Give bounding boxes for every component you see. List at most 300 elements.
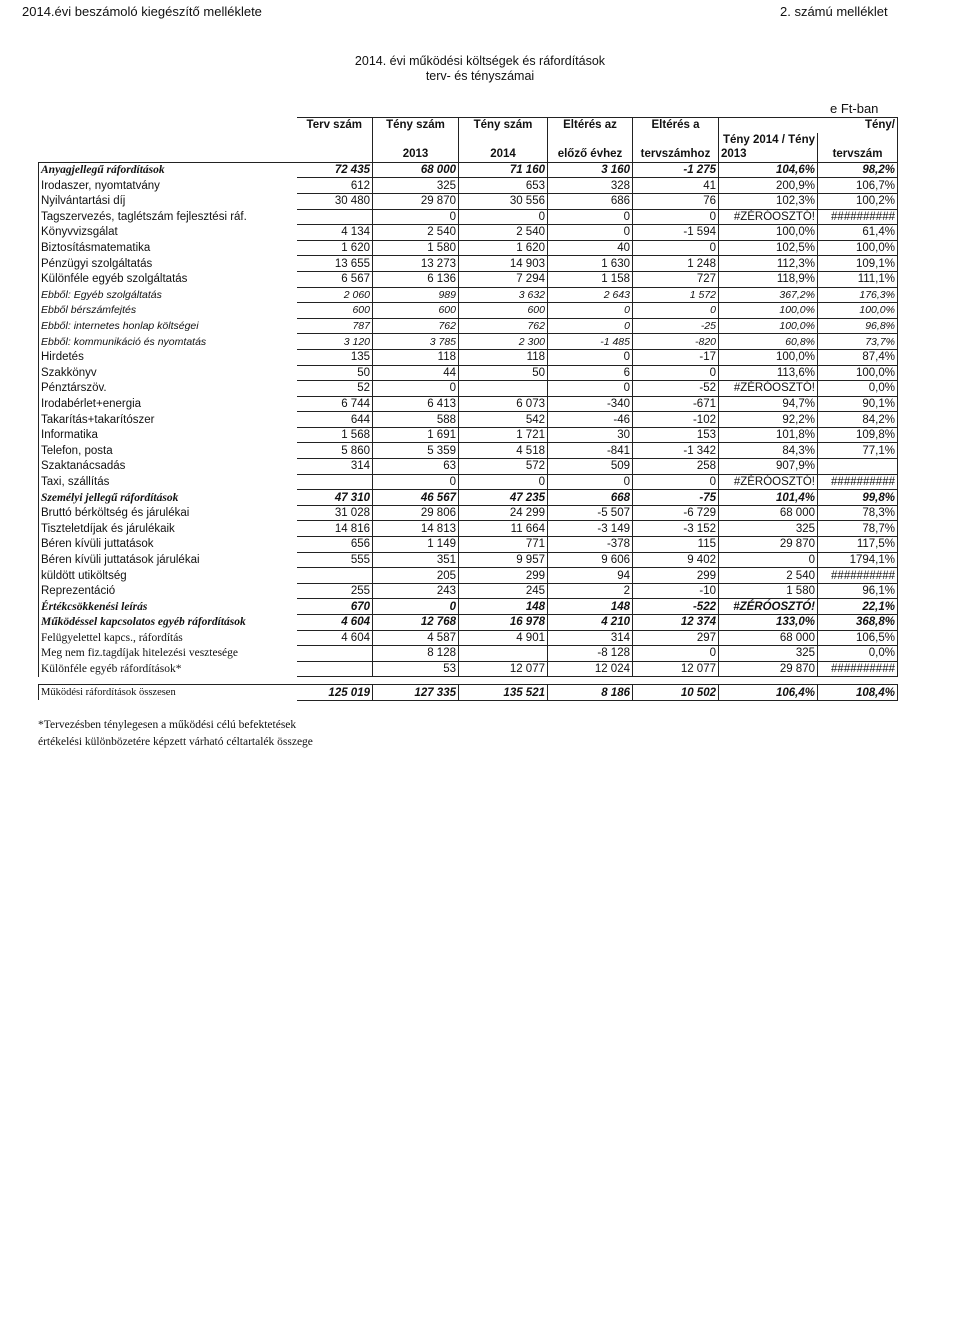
row-value: 30 — [548, 427, 633, 443]
row-value: 0 — [548, 225, 633, 241]
row-value: 100,0% — [818, 240, 898, 256]
row-value: 99,8% — [818, 490, 898, 506]
row-value — [818, 459, 898, 475]
row-value: -8 128 — [548, 646, 633, 662]
row-value: 87,4% — [818, 349, 898, 365]
row-value: 2 540 — [719, 568, 818, 584]
row-value: 1 158 — [548, 271, 633, 287]
row-value: -17 — [633, 349, 719, 365]
table-row — [39, 568, 898, 584]
row-value: -102 — [633, 412, 719, 428]
row-value: 1 580 — [719, 583, 818, 599]
row-value: 102,5% — [719, 240, 818, 256]
row-value: -1 485 — [548, 334, 633, 350]
row-value: 314 — [297, 459, 373, 475]
row-value: 112,3% — [719, 256, 818, 272]
total-value: 135 521 — [459, 685, 548, 701]
row-value: 6 413 — [373, 396, 459, 412]
row-value: 71 160 — [459, 162, 548, 178]
row-value: 243 — [373, 583, 459, 599]
row-value: 656 — [297, 537, 373, 553]
table-row — [39, 303, 898, 319]
row-label: Ebből: kommunikáció és nyomtatás — [39, 334, 297, 350]
row-value — [297, 661, 373, 677]
row-value: 245 — [459, 583, 548, 599]
row-value: 0 — [548, 209, 633, 225]
row-value: 72 435 — [297, 162, 373, 178]
row-value: ########## — [818, 568, 898, 584]
row-value: 50 — [459, 365, 548, 381]
row-value: -671 — [633, 396, 719, 412]
row-value: -10 — [633, 583, 719, 599]
row-value — [297, 474, 373, 490]
row-value: 4 518 — [459, 443, 548, 459]
row-label: Tiszteletdíjak és járulékaik — [39, 521, 297, 537]
row-label: Béren kívüli juttatások járulékai — [39, 552, 297, 568]
row-value: 68 000 — [719, 630, 818, 646]
row-value: 12 768 — [373, 615, 459, 631]
row-value: 3 160 — [548, 162, 633, 178]
row-value: 30 480 — [297, 193, 373, 209]
row-label: Különféle egyéb ráfordítások* — [39, 661, 297, 677]
row-label: Értékcsökkenési leírás — [39, 599, 297, 615]
row-value: 9 957 — [459, 552, 548, 568]
table-row — [39, 365, 898, 381]
row-value: 96,1% — [818, 583, 898, 599]
row-value: -340 — [548, 396, 633, 412]
row-value: 6 — [548, 365, 633, 381]
table-row — [39, 396, 898, 412]
table-row — [39, 287, 898, 303]
row-value: 542 — [459, 412, 548, 428]
spacer-cell — [39, 677, 898, 685]
row-label: Irodabérlet+energia — [39, 396, 297, 412]
row-value: 4 587 — [373, 630, 459, 646]
column-header — [39, 118, 297, 133]
column-header: Tény szám — [373, 118, 459, 133]
table-header-row — [39, 133, 898, 148]
row-value: ########## — [818, 661, 898, 677]
row-value: 2 540 — [459, 225, 548, 241]
row-value: 98,2% — [818, 162, 898, 178]
column-header — [39, 133, 297, 148]
row-value: 6 073 — [459, 396, 548, 412]
column-header — [719, 118, 818, 133]
row-value: 12 024 — [548, 661, 633, 677]
row-label: Tagszervezés, taglétszám fejlesztési ráf. — [39, 209, 297, 225]
row-value: 4 210 — [548, 615, 633, 631]
column-header — [459, 133, 548, 148]
row-value: 176,3% — [818, 287, 898, 303]
row-label: küldött utiköltség — [39, 568, 297, 584]
row-value: 6 567 — [297, 271, 373, 287]
table-header-row — [39, 147, 898, 162]
table-row — [39, 490, 898, 506]
row-label: Működéssel kapcsolatos egyéb ráfordítások — [39, 615, 297, 631]
row-value: #ZÉRÓOSZTÓ! — [719, 381, 818, 397]
row-value: #ZÉRÓOSZTÓ! — [719, 474, 818, 490]
row-value: 297 — [633, 630, 719, 646]
row-value: 762 — [373, 318, 459, 334]
column-header: 2013 — [719, 147, 818, 162]
row-value: 14 816 — [297, 521, 373, 537]
footnote-line-1: *Tervezésben ténylegesen a működési célú befektetések — [38, 719, 297, 731]
row-value: 1 580 — [373, 240, 459, 256]
row-value: 22,1% — [818, 599, 898, 615]
row-value: 0 — [548, 474, 633, 490]
row-value: 102,3% — [719, 193, 818, 209]
row-value: -378 — [548, 537, 633, 553]
row-value: 787 — [297, 318, 373, 334]
row-value: 325 — [373, 178, 459, 194]
row-value: 46 567 — [373, 490, 459, 506]
row-value: 5 860 — [297, 443, 373, 459]
column-header — [297, 147, 373, 162]
row-value: 588 — [373, 412, 459, 428]
row-value: 1794,1% — [818, 552, 898, 568]
row-value: 148 — [548, 599, 633, 615]
row-value: 41 — [633, 178, 719, 194]
table-row — [39, 646, 898, 662]
row-value: 78,3% — [818, 505, 898, 521]
row-value: 135 — [297, 349, 373, 365]
row-label: Szaktanácsadás — [39, 459, 297, 475]
row-value — [297, 209, 373, 225]
row-value: 1 248 — [633, 256, 719, 272]
column-header — [818, 133, 898, 148]
row-value: 12 077 — [633, 661, 719, 677]
unit-label: e Ft-ban — [830, 101, 879, 116]
row-label: Irodaszer, nyomtatvány — [39, 178, 297, 194]
row-value: 96,8% — [818, 318, 898, 334]
row-value: -1 342 — [633, 443, 719, 459]
row-value: 118 — [373, 349, 459, 365]
table-header-row — [39, 118, 898, 133]
table-row — [39, 427, 898, 443]
row-value: 670 — [297, 599, 373, 615]
row-value: 0 — [373, 381, 459, 397]
column-header — [633, 133, 719, 148]
row-value: 1 572 — [633, 287, 719, 303]
row-value: 101,8% — [719, 427, 818, 443]
table-row — [39, 459, 898, 475]
row-value: 100,0% — [719, 225, 818, 241]
row-label: Telefon, posta — [39, 443, 297, 459]
row-value: 109,8% — [818, 427, 898, 443]
row-value: 118,9% — [719, 271, 818, 287]
row-value: 600 — [297, 303, 373, 319]
row-value: -1 594 — [633, 225, 719, 241]
row-value: 3 632 — [459, 287, 548, 303]
table-row — [39, 630, 898, 646]
table-row — [39, 615, 898, 631]
row-value: 113,6% — [719, 365, 818, 381]
row-label: Személyi jellegű ráfordítások — [39, 490, 297, 506]
row-value: 572 — [459, 459, 548, 475]
row-label: Taxi, szállítás — [39, 474, 297, 490]
row-value: 73,7% — [818, 334, 898, 350]
row-value: 255 — [297, 583, 373, 599]
row-label: Anyagjellegű ráfordítások — [39, 162, 297, 178]
row-value: 68 000 — [719, 505, 818, 521]
row-value: 1 691 — [373, 427, 459, 443]
row-value: 368,8% — [818, 615, 898, 631]
row-value: 1 620 — [459, 240, 548, 256]
row-label: Ebből bérszámfejtés — [39, 303, 297, 319]
row-value: 84,2% — [818, 412, 898, 428]
row-value: 100,0% — [818, 365, 898, 381]
row-value: ########## — [818, 209, 898, 225]
column-header — [548, 133, 633, 148]
row-value: 44 — [373, 365, 459, 381]
spacer-row — [39, 677, 898, 685]
row-value: 668 — [548, 490, 633, 506]
row-value: 12 374 — [633, 615, 719, 631]
row-value: 4 604 — [297, 615, 373, 631]
row-value: 47 310 — [297, 490, 373, 506]
row-value: 6 136 — [373, 271, 459, 287]
row-value: 0 — [373, 474, 459, 490]
row-value: 2 — [548, 583, 633, 599]
row-value: 101,4% — [719, 490, 818, 506]
row-value — [459, 646, 548, 662]
row-value: 8 128 — [373, 646, 459, 662]
row-value: #ZÉRÓOSZTÓ! — [719, 599, 818, 615]
row-value: 100,0% — [818, 303, 898, 319]
row-value: -5 507 — [548, 505, 633, 521]
row-value: 109,1% — [818, 256, 898, 272]
row-value: 100,2% — [818, 193, 898, 209]
column-header: 2014 — [459, 147, 548, 162]
row-value: 7 294 — [459, 271, 548, 287]
total-row — [39, 685, 898, 701]
row-value: 299 — [633, 568, 719, 584]
table-row — [39, 256, 898, 272]
column-header: tervszámhoz — [633, 147, 719, 162]
row-value: 106,7% — [818, 178, 898, 194]
cost-table — [38, 117, 898, 701]
table-row — [39, 583, 898, 599]
row-value: 989 — [373, 287, 459, 303]
row-value: 314 — [548, 630, 633, 646]
row-value: 0 — [459, 209, 548, 225]
table-row — [39, 162, 898, 178]
row-value: 94 — [548, 568, 633, 584]
row-value: 367,2% — [719, 287, 818, 303]
row-value: 2 540 — [373, 225, 459, 241]
row-label: Pénztárszöv. — [39, 381, 297, 397]
table-row — [39, 318, 898, 334]
column-header: Tény szám — [459, 118, 548, 133]
column-header: Tény 2014 / Tény — [719, 133, 818, 148]
row-value: 13 273 — [373, 256, 459, 272]
row-value: #ZÉRÓOSZTÓ! — [719, 209, 818, 225]
row-value: 90,1% — [818, 396, 898, 412]
row-value: 2 643 — [548, 287, 633, 303]
row-value: 60,8% — [719, 334, 818, 350]
row-value: 9 606 — [548, 552, 633, 568]
row-value: 11 664 — [459, 521, 548, 537]
table-row — [39, 443, 898, 459]
column-header: előző évhez — [548, 147, 633, 162]
row-value: 31 028 — [297, 505, 373, 521]
row-value: -25 — [633, 318, 719, 334]
row-value: -46 — [548, 412, 633, 428]
row-value: 0 — [633, 209, 719, 225]
row-value: 1 630 — [548, 256, 633, 272]
column-header: 2013 — [373, 147, 459, 162]
row-value: 84,3% — [719, 443, 818, 459]
row-value: 600 — [459, 303, 548, 319]
row-value: 0 — [548, 318, 633, 334]
table-row — [39, 209, 898, 225]
row-value: 1 721 — [459, 427, 548, 443]
column-header: Eltérés az — [548, 118, 633, 133]
table-row — [39, 552, 898, 568]
row-value: 12 077 — [459, 661, 548, 677]
table-row — [39, 474, 898, 490]
row-value: -3 152 — [633, 521, 719, 537]
column-header: Tény/ — [818, 118, 898, 133]
row-value: -52 — [633, 381, 719, 397]
row-value: 771 — [459, 537, 548, 553]
total-value: 125 019 — [297, 685, 373, 701]
row-value: 205 — [373, 568, 459, 584]
row-value: 762 — [459, 318, 548, 334]
row-value: 0 — [633, 646, 719, 662]
row-value: 612 — [297, 178, 373, 194]
row-value: -1 275 — [633, 162, 719, 178]
table-row — [39, 349, 898, 365]
row-label: Felügyelettel kapcs., ráfordítás — [39, 630, 297, 646]
row-value: 0,0% — [818, 646, 898, 662]
row-value: 727 — [633, 271, 719, 287]
row-label: Informatika — [39, 427, 297, 443]
row-value: 5 359 — [373, 443, 459, 459]
row-label: Szakkönyv — [39, 365, 297, 381]
row-value: 299 — [459, 568, 548, 584]
row-value: 13 655 — [297, 256, 373, 272]
row-value: 328 — [548, 178, 633, 194]
row-value — [459, 381, 548, 397]
row-value: 0 — [459, 474, 548, 490]
row-value — [297, 646, 373, 662]
row-value: 3 785 — [373, 334, 459, 350]
row-value: 2 300 — [459, 334, 548, 350]
row-value: 1 149 — [373, 537, 459, 553]
row-value: -3 149 — [548, 521, 633, 537]
footnote-line-2: értékelési különbözetére képzett várható céltartalék összege — [38, 736, 313, 748]
page-subtitle: terv- és tényszámai — [425, 69, 535, 83]
row-label: Nyilvántartási díj — [39, 193, 297, 209]
row-value: ########## — [818, 474, 898, 490]
total-label: Működési ráfordítások összesen — [39, 685, 297, 701]
row-value: 4 604 — [297, 630, 373, 646]
row-value: 1 620 — [297, 240, 373, 256]
column-header — [297, 133, 373, 148]
row-value: 0 — [373, 599, 459, 615]
row-value: 600 — [373, 303, 459, 319]
row-value: 555 — [297, 552, 373, 568]
row-value: 92,2% — [719, 412, 818, 428]
row-value: 77,1% — [818, 443, 898, 459]
row-value: 53 — [373, 661, 459, 677]
row-value: 1 568 — [297, 427, 373, 443]
row-value: 104,6% — [719, 162, 818, 178]
row-value: 653 — [459, 178, 548, 194]
row-label: Reprezentáció — [39, 583, 297, 599]
table-row — [39, 193, 898, 209]
row-value: 325 — [719, 521, 818, 537]
row-value: 29 870 — [373, 193, 459, 209]
row-value: 117,5% — [818, 537, 898, 553]
row-value: 907,9% — [719, 459, 818, 475]
table-row — [39, 537, 898, 553]
row-label: Ebből: Egyéb szolgáltatás — [39, 287, 297, 303]
row-label: Biztosításmatematika — [39, 240, 297, 256]
row-value — [297, 568, 373, 584]
row-value: 200,9% — [719, 178, 818, 194]
row-value: 40 — [548, 240, 633, 256]
row-value: 106,5% — [818, 630, 898, 646]
column-header — [373, 133, 459, 148]
table-row — [39, 599, 898, 615]
table-row — [39, 271, 898, 287]
row-value: -820 — [633, 334, 719, 350]
row-label: Könyvvizsgálat — [39, 225, 297, 241]
row-value: 50 — [297, 365, 373, 381]
column-header: Eltérés a — [633, 118, 719, 133]
total-value: 127 335 — [373, 685, 459, 701]
row-value: 100,0% — [719, 303, 818, 319]
row-value: 3 120 — [297, 334, 373, 350]
row-value: 16 978 — [459, 615, 548, 631]
row-value: 153 — [633, 427, 719, 443]
table-row — [39, 334, 898, 350]
row-value: 0 — [633, 365, 719, 381]
table-row — [39, 505, 898, 521]
row-value: 0 — [633, 303, 719, 319]
row-value: 0 — [373, 209, 459, 225]
row-value: -6 729 — [633, 505, 719, 521]
row-value: 509 — [548, 459, 633, 475]
row-value: 4 134 — [297, 225, 373, 241]
row-value: 0 — [719, 552, 818, 568]
document-header-left: 2014.évi beszámoló kiegészítő melléklete — [22, 4, 262, 19]
row-value: 68 000 — [373, 162, 459, 178]
total-value: 108,4% — [818, 685, 898, 701]
row-value: 94,7% — [719, 396, 818, 412]
row-value: 0,0% — [818, 381, 898, 397]
row-value: 148 — [459, 599, 548, 615]
row-value: 118 — [459, 349, 548, 365]
table-row — [39, 412, 898, 428]
row-value: 78,7% — [818, 521, 898, 537]
row-value: 29 870 — [719, 537, 818, 553]
row-value: 63 — [373, 459, 459, 475]
row-value: 0 — [633, 474, 719, 490]
row-value: 2 060 — [297, 287, 373, 303]
row-value: -522 — [633, 599, 719, 615]
row-value: 24 299 — [459, 505, 548, 521]
table-row — [39, 240, 898, 256]
row-value: 325 — [719, 646, 818, 662]
row-value: 4 901 — [459, 630, 548, 646]
row-value: 686 — [548, 193, 633, 209]
row-value: 14 813 — [373, 521, 459, 537]
row-value: 47 235 — [459, 490, 548, 506]
row-value: 0 — [548, 349, 633, 365]
